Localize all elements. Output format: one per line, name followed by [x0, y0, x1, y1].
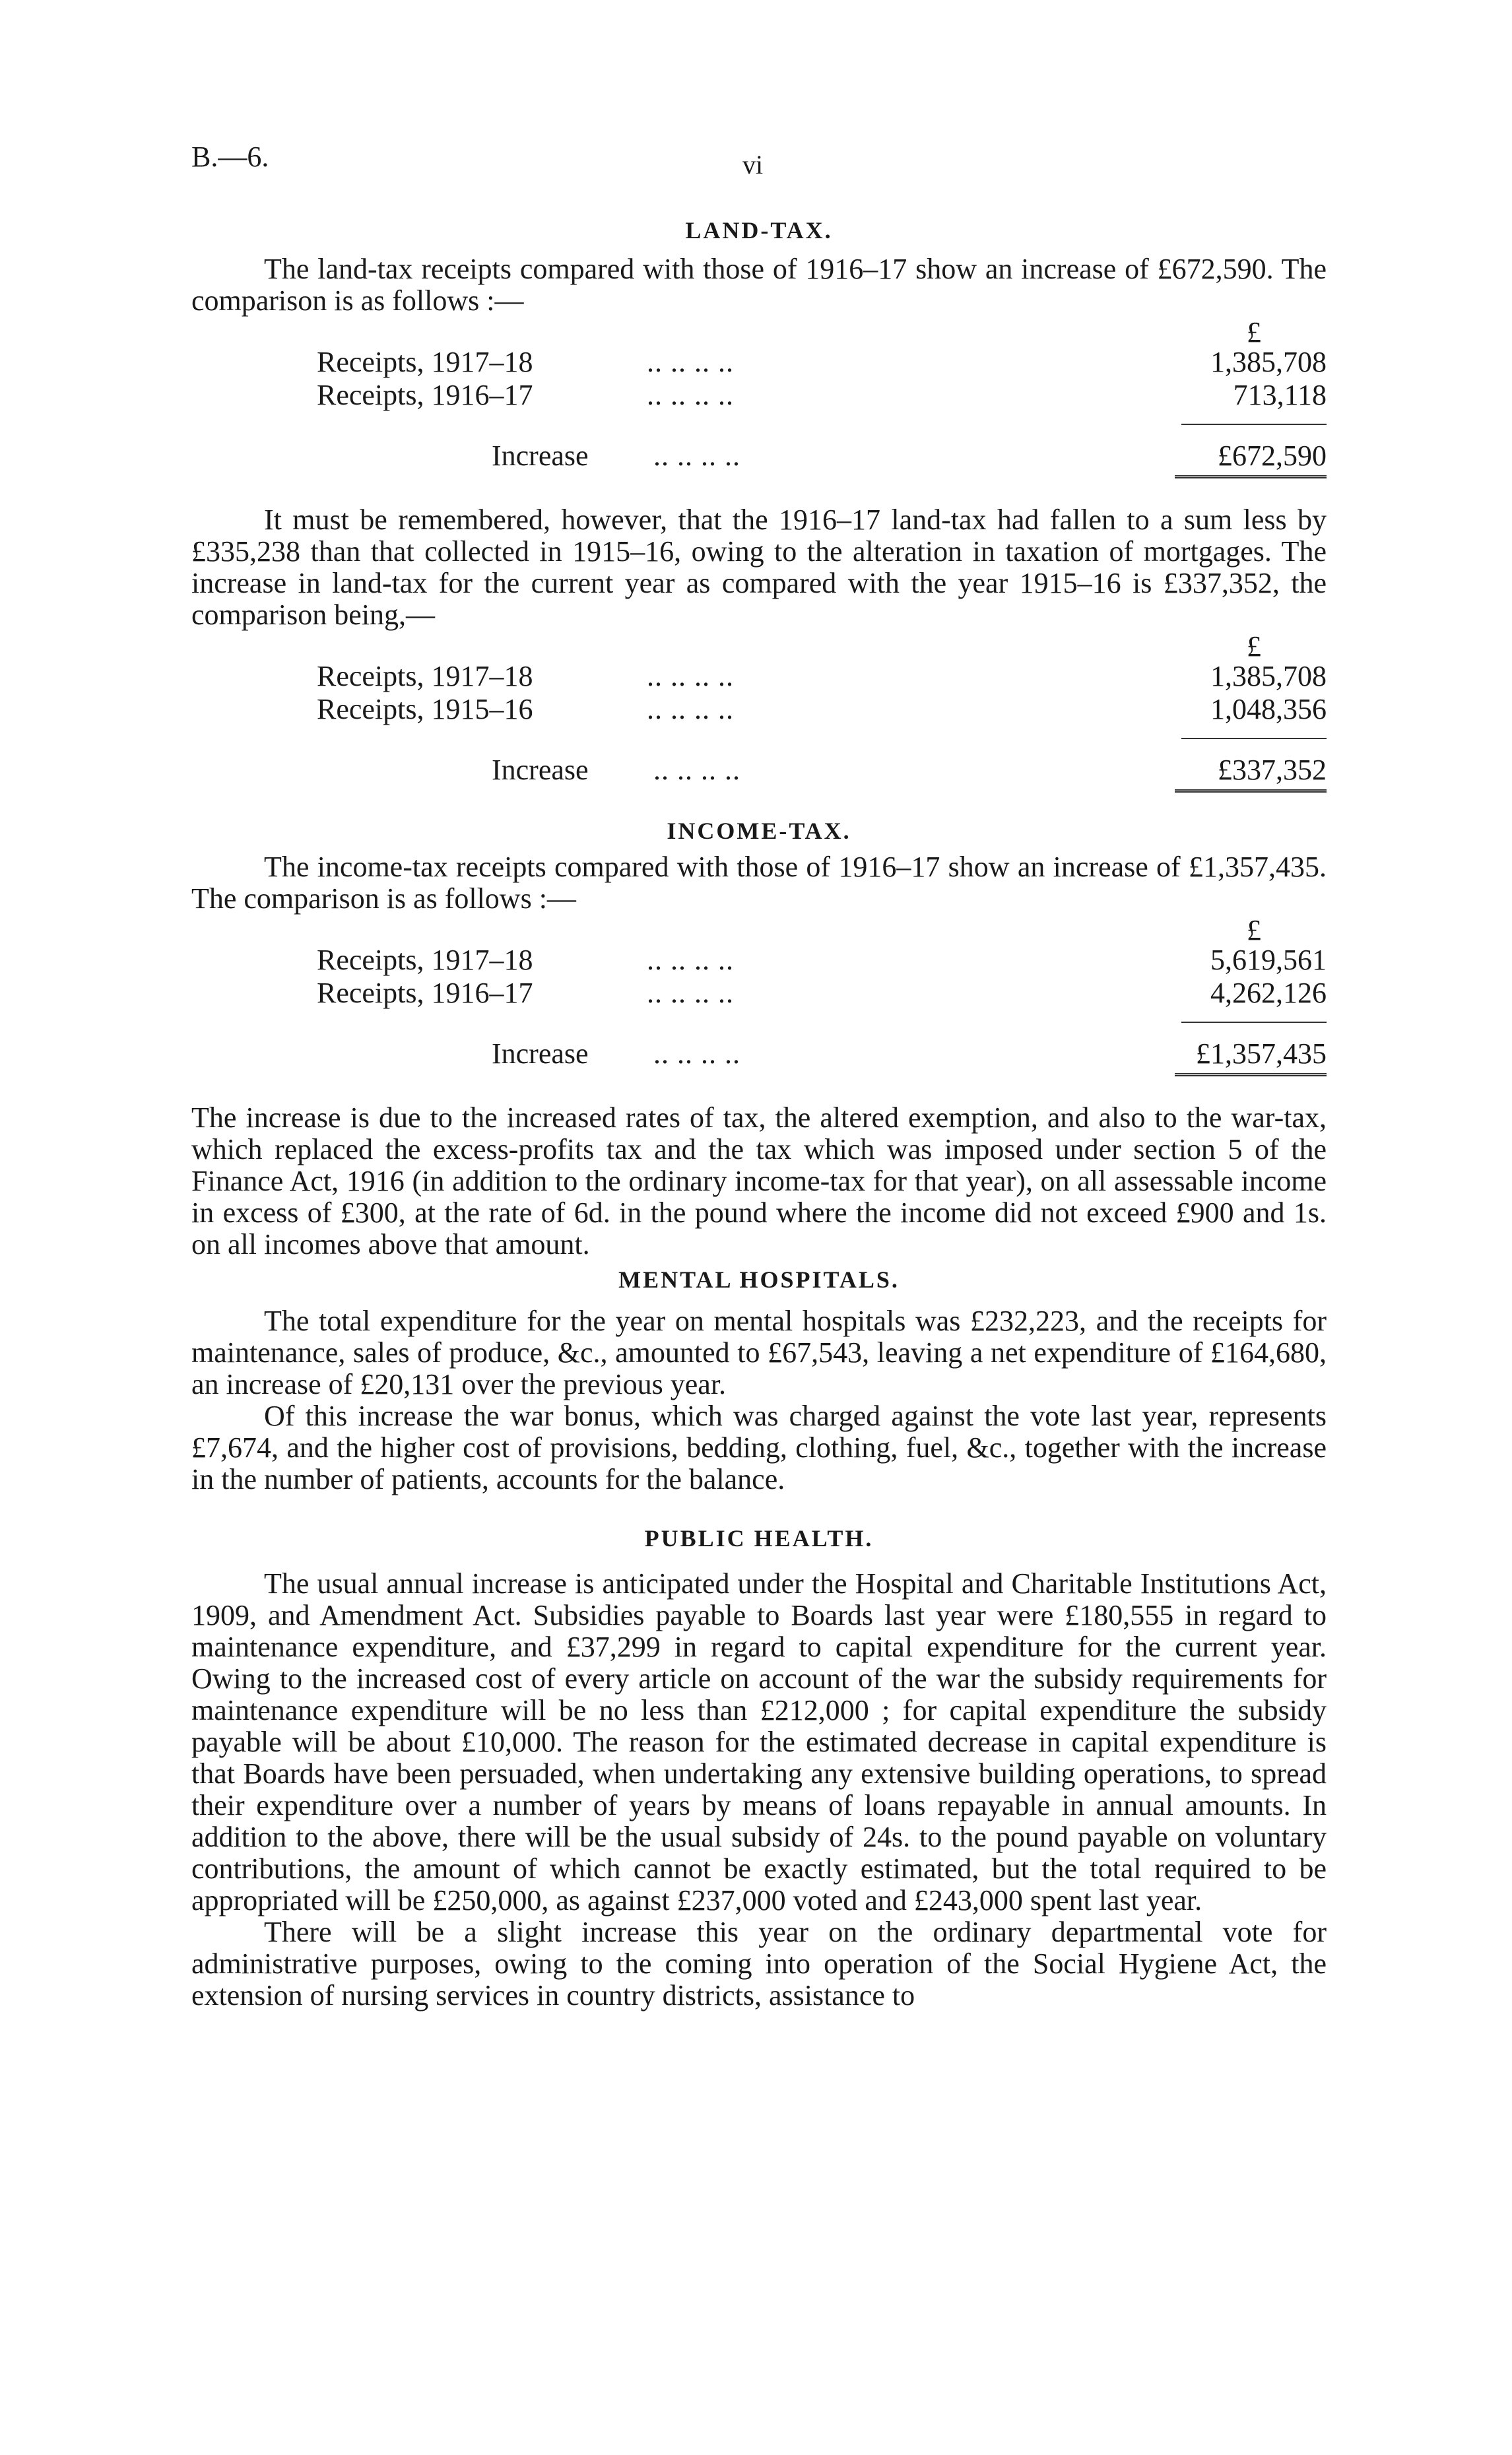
leader-dots: .. .. .. .. — [647, 944, 734, 976]
land-tax-increase-2 — [191, 734, 1327, 800]
land-tax-table-2 — [191, 631, 1327, 734]
increase-label: Increase — [492, 754, 589, 786]
sum-rule — [1181, 424, 1327, 425]
leader-dots: .. .. .. .. — [647, 693, 734, 725]
public-health-paragraph-2: There will be a slight increase this year on the ordinary departmental vote for administrative purposes, owing to the coming into operation of the Social Hygiene Act, the extension of nursing services in country districts, assistance to — [191, 1916, 1327, 2012]
leader-dots: .. .. .. .. — [653, 754, 740, 786]
total-double-rule — [1175, 789, 1327, 793]
row-label: Receipts, 1917–18 — [317, 346, 533, 378]
page-number: vi — [742, 150, 764, 180]
land-tax-intro: The land-tax receipts compared with those of 1916–17 show an increase of £672,590. The comparison is as follows :— — [191, 253, 1327, 317]
income-tax-section — [191, 817, 1327, 1260]
row-label: Receipts, 1916–17 — [317, 977, 533, 1009]
increase-value: £337,352 — [1218, 754, 1327, 786]
row-value: 1,048,356 — [1210, 693, 1327, 725]
mental-hospitals-paragraph-1: The total expenditure for the year on mental hospitals was £232,223, and the receipts for maintenance, sales of produce, &c., amounted to £67,543, leaving a net expenditure of £164,680, an increase of £20,131 over the previous year. — [191, 1305, 1327, 1400]
public-health-section — [191, 1524, 1327, 2012]
increase-value: £1,357,435 — [1196, 1037, 1327, 1070]
increase-label: Increase — [492, 1037, 589, 1070]
land-tax-table-1 — [191, 317, 1327, 420]
public-health-paragraph-1: The usual annual increase is anticipated under the Hospital and Charitable Institutions Act, 1909, and Amendment Act. Subsidies payable to Boards last year were £180,555 in regard to maintenance expenditure, and £37,299 in regard to capital expenditure for the current year. Owing to the increased cost of every article on account of the war the subsidy requirements for maintenance expenditure will be no less than £212,000 ; for capital expenditure the subsidy payable will be about £10,000. The reason for the estimated decrease in capital expenditure is that Boards have been persuaded, when undertaking any extensive building operations, to spread their expenditure over a number of years by means of loans repayable in annual amounts. In addition to the above, there will be the usual subsidy of 24s. to the pound payable on voluntary contributions, the amount of which cannot be exactly estimated, but the total required to be appropriated will be £250,000, as against £237,000 voted and £243,000 spent last year. — [191, 1567, 1327, 1916]
leader-dots: .. .. .. .. — [653, 440, 740, 472]
increase-value: £672,590 — [1218, 440, 1327, 472]
page-reference: B.—6. — [191, 141, 269, 173]
row-value: 713,118 — [1233, 379, 1327, 411]
table-row — [317, 977, 1327, 1010]
row-value: 1,385,708 — [1210, 346, 1327, 378]
land-tax-title: LAND-TAX. — [685, 217, 833, 244]
income-tax-title: INCOME-TAX. — [667, 818, 851, 844]
currency-symbol: £ — [1247, 630, 1261, 663]
total-double-rule — [1175, 475, 1327, 478]
row-label: Receipts, 1916–17 — [317, 379, 533, 411]
row-label: Receipts, 1917–18 — [317, 660, 533, 692]
currency-symbol: £ — [1247, 316, 1261, 348]
row-label: Receipts, 1917–18 — [317, 944, 533, 976]
total-double-rule — [1175, 1073, 1327, 1076]
mental-hospitals-title: MENTAL HOSPITALS. — [618, 1266, 900, 1293]
land-tax-increase-1 — [191, 420, 1327, 486]
increase-label: Increase — [492, 440, 589, 472]
table-row — [317, 379, 1327, 412]
leader-dots: .. .. .. .. — [653, 1037, 740, 1070]
land-tax-paragraph-2: It must be remembered, however, that the 1916–17 land-tax had fallen to a sum less by £335,238 than that collected in 1915–16, owing to the alteration in taxation of mortgages. The increase in land-tax for the current year as compared with the year 1915–16 is £337,352, the comparison being,— — [191, 504, 1327, 631]
table-row — [317, 693, 1327, 726]
income-tax-table — [191, 915, 1327, 1018]
row-value: 5,619,561 — [1210, 944, 1327, 976]
leader-dots: .. .. .. .. — [647, 977, 734, 1009]
sum-rule — [1181, 738, 1327, 739]
leader-dots: .. .. .. .. — [647, 346, 734, 378]
income-tax-increase — [191, 1018, 1327, 1084]
row-value: 4,262,126 — [1210, 977, 1327, 1009]
sum-rule — [1181, 1022, 1327, 1023]
mental-hospitals-section — [191, 1266, 1327, 1495]
leader-dots: .. .. .. .. — [647, 660, 734, 692]
table-row — [317, 944, 1327, 977]
row-value: 1,385,708 — [1210, 660, 1327, 692]
mental-hospitals-paragraph-2: Of this increase the war bonus, which was charged against the vote last year, represents £7,674, and the higher cost of provisions, bedding, clothing, fuel, &c., together with the increase in the number of patients, accounts for the balance. — [191, 1400, 1327, 1495]
row-label: Receipts, 1915–16 — [317, 693, 533, 725]
income-tax-intro: The income-tax receipts compared with those of 1916–17 show an increase of £1,357,435. The comparison is as follows :— — [191, 851, 1327, 915]
table-row — [317, 660, 1327, 693]
land-tax-section — [191, 139, 1327, 800]
leader-dots: .. .. .. .. — [647, 379, 734, 411]
public-health-title: PUBLIC HEALTH. — [644, 1525, 874, 1552]
page-body — [191, 139, 1327, 2012]
income-tax-paragraph-2: The increase is due to the increased rates of tax, the altered exemption, and also to the war-tax, which replaced the excess-profits tax and the tax which was imposed under section 5 of the Finance Act, 1916 (in addition to the ordinary income-tax for that year), on all assessable income in excess of £300, at the rate of 6d. in the pound where the income did not exceed £900 and 1s. on all incomes above that amount. — [191, 1101, 1327, 1260]
table-row — [317, 346, 1327, 379]
currency-symbol: £ — [1247, 914, 1261, 946]
